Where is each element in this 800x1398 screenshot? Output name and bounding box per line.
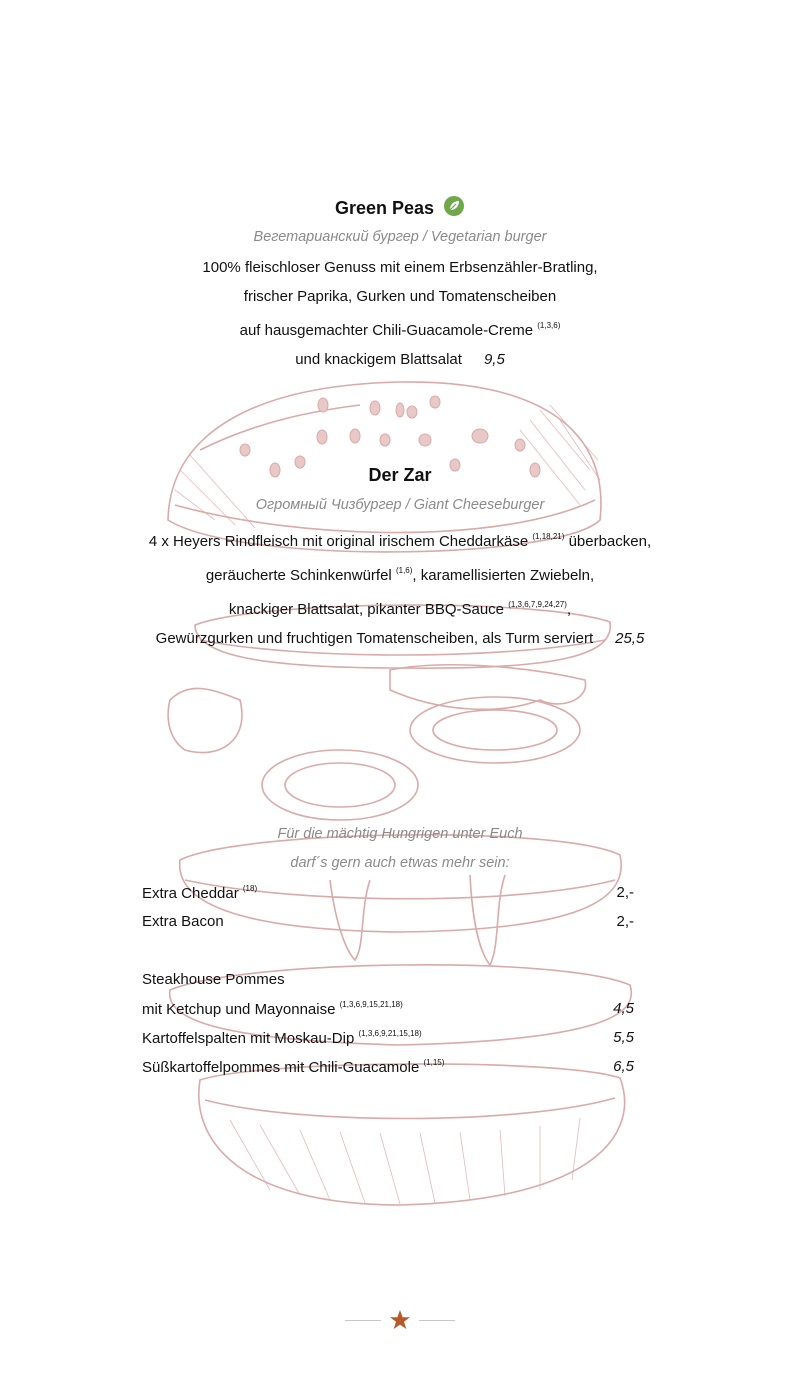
der-zar-subtitle: Огромный Чизбургер / Giant Cheeseburger [255,497,545,513]
allergen-codes: (1,3,6) [537,321,561,330]
sides-heading: Steakhouse Pommes [142,971,285,988]
side-item-price: 4,5 [613,1000,634,1017]
allergen-codes: (1,6) [395,566,413,575]
side-item-price: 5,5 [613,1029,634,1046]
green-peas-line-4: und knackigem Blattsalat 9,5 [295,351,505,368]
green-peas-description [100,253,700,374]
green-peas-title-row [100,195,700,219]
side-item-fries: mit Ketchup und Mayonnaise $^{(1,3,6,9,15,21,18)}$ 4,5 [142,1000,634,1018]
extras-intro-1: Für die mächtig Hungrigen unter Euch [277,826,523,842]
star-icon [389,1309,411,1331]
allergen-codes: (1,18,21) [532,532,565,541]
green-peas-line-2: frischer Paprika, Gurken und Tomatenscheiben [243,288,557,305]
allergen-codes: (18) [242,884,258,893]
green-peas-title: Green Peas [334,198,435,218]
extra-item-cheddar: Extra Cheddar $^{(18)}$ 2,- [142,884,634,902]
green-peas-line-1: 100% fleischloser Genuss mit einem Erbsenzähler-Bratling, [202,259,598,276]
extra-item-price: 2,- [616,884,634,901]
side-item-sweet-potato: Süßkartoffelpommes mit Chili-Guacamole $^{(1,15)}$ 6,5 [142,1058,634,1076]
der-zar-line-2: geräucherte Schinkenwürfel $^{(1,6)}$, karamellisierten Zwiebeln, [205,566,595,584]
der-zar-line-4: Gewürzgurken und fruchtigen Tomatenscheiben, als Turm serviert 25,5 [155,630,645,647]
extras-intro-2: darf´s gern auch etwas mehr sein: [290,855,510,871]
footer-divider-right [419,1320,455,1321]
extra-item-bacon: Extra Bacon 2,- [142,913,634,930]
footer-divider-left [345,1320,381,1321]
side-item-wedges: Kartoffelspalten mit Moskau-Dip $^{(1,3,6,9,21,15,18)}$ 5,5 [142,1029,634,1047]
der-zar-line-1: 4 x Heyers Rindfleisch mit original irischem Cheddarkäse $^{(1,18,21)}$ überbacken, [148,532,652,550]
green-peas-price: 9,5 [483,351,505,368]
green-peas-line-3: auf hausgemachter Chili-Guacamole-Creme $^{(1,3,6)}$ [239,321,561,339]
der-zar-description [60,522,740,653]
allergen-codes: (1,3,6,9,15,21,18) [339,1000,403,1009]
der-zar-price: 25,5 [615,630,645,647]
der-zar-title: Der Zar [368,465,432,485]
allergen-codes: (1,3,6,7,9,24,27) [508,600,567,609]
extra-item-price: 2,- [616,913,634,930]
allergen-codes: (1,15) [423,1058,445,1067]
side-item-price: 6,5 [613,1058,634,1075]
der-zar-line-3: knackiger Blattsalat, pikanter BBQ-Sauce $^{(1,3,6,7,9,24,27)}$, [228,600,572,618]
allergen-codes: (1,3,6,9,21,15,18) [358,1029,422,1038]
green-peas-subtitle: Вегетарианский бургер / Vegetarian burger [253,229,547,245]
leaf-icon [443,195,465,217]
